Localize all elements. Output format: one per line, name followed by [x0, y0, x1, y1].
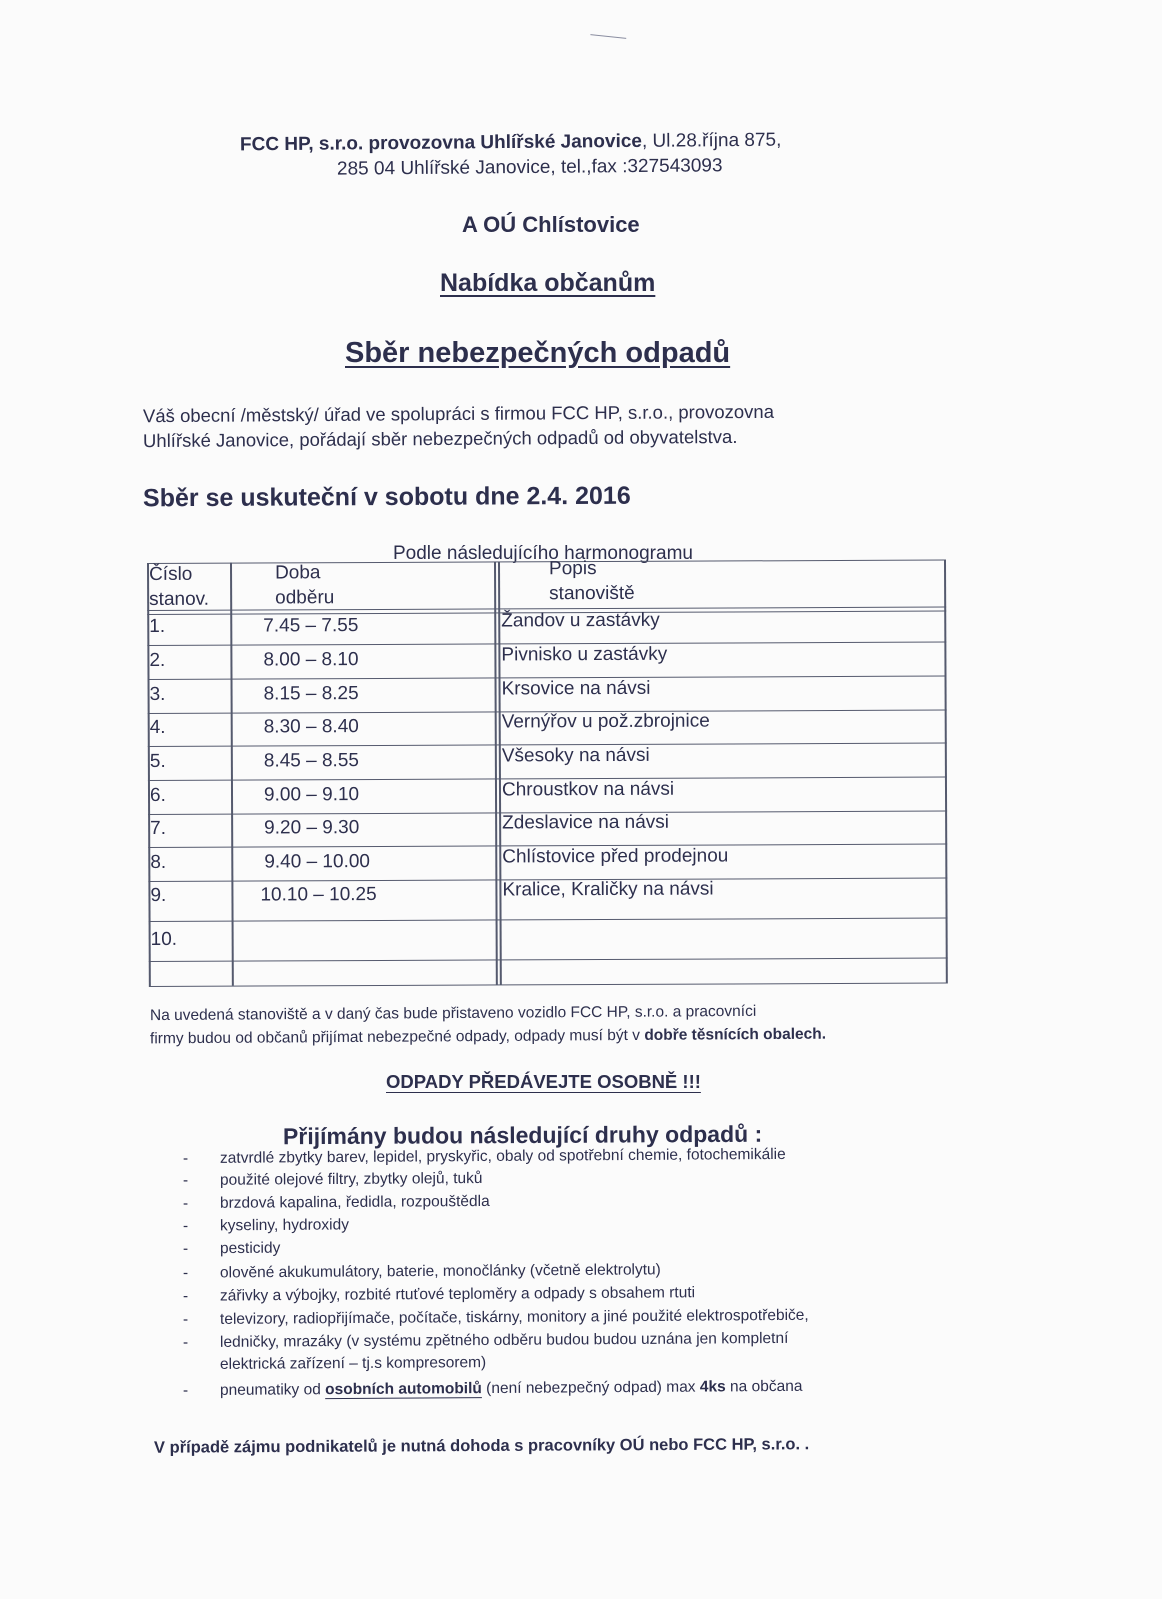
- row-number: 6.: [149, 784, 166, 806]
- header-place: Popis: [548, 558, 597, 580]
- pen-mark: [590, 34, 627, 45]
- row-place: Chlístovice před prodejnou: [502, 845, 729, 868]
- waste-list-item: - olověné akukumulátory, baterie, monočlánky (včetně elektrolytu): [182, 1261, 661, 1282]
- waste-list-item: - televizory, radiopřijímače, počítače, tiskárny, monitory a jiné použité elektrospotřebiče,: [182, 1306, 809, 1329]
- row-time: 8.45 – 8.55: [263, 750, 360, 772]
- waste-list-item: - pesticidy: [182, 1239, 281, 1258]
- row-number: 8.: [150, 851, 167, 873]
- header-line-1: [240, 130, 782, 157]
- row-number: 1.: [149, 615, 166, 637]
- waste-list-item-continuation: elektrická zařízení – tj.s kompresorem): [219, 1354, 487, 1373]
- header-time: odběru: [275, 587, 335, 609]
- row-place: Pivnisko u zastávky: [501, 643, 668, 666]
- waste-list-item: - zářivky a výbojky, rozbité rtuťové teploměry a odpady s obsahem rtuti: [182, 1284, 696, 1305]
- waste-list-item: - použité olejové filtry, zbytky olejů, tuků: [182, 1169, 483, 1190]
- row-place: Všesoky na návsi: [501, 744, 650, 767]
- row-number: 9.: [150, 884, 167, 906]
- table-column-line: [230, 563, 234, 986]
- row-place: Vernýřov u pož.zbrojnice: [501, 710, 710, 733]
- table-row-line: [149, 983, 948, 987]
- table-column-line: [944, 560, 948, 983]
- row-place: Zdeslavice na návsi: [502, 811, 670, 834]
- row-number: 3.: [149, 683, 166, 705]
- waste-list-item: - brzdová kapalina, ředidla, rozpouštědla: [182, 1192, 490, 1213]
- company-address: , Ul.28.října 875,: [641, 129, 782, 152]
- accepted-waste-title: Přijímány budou následující druhy odpadů :: [282, 1120, 763, 1150]
- row-time: 9.40 – 10.00: [264, 851, 371, 873]
- row-time: 7.45 – 7.55: [263, 615, 359, 637]
- company-name: FCC HP, s.r.o. provozovna Uhlířské Janovice: [239, 130, 643, 156]
- waste-list-item: - kyseliny, hydroxidy: [182, 1216, 349, 1235]
- row-number: 7.: [150, 817, 167, 839]
- personal-handover-notice: ODPADY PŘEDÁVEJTE OSOBNĚ !!!: [386, 1071, 701, 1092]
- row-number: 5.: [149, 750, 166, 772]
- row-time: 8.30 – 8.40: [263, 716, 359, 738]
- row-number: 10.: [150, 928, 178, 950]
- intro-line-2: Uhlířské Janovice, pořádají sběr nebezpečných odpadů od obyvatelstva.: [142, 425, 738, 452]
- waste-list-item: - ledničky, mrazáky (v systému zpětného odběru budou budou uznána jen kompletní: [182, 1329, 789, 1352]
- intro-line-1: Váš obecní /městský/ úřad ve spolupráci s firmou FCC HP, s.r.o., provozovna: [142, 400, 775, 427]
- header-number: stanov.: [149, 588, 210, 610]
- row-place: Žandov u zastávky: [501, 609, 660, 632]
- schedule-table: [147, 560, 948, 986]
- notice-line-1: Na uvedená stanoviště a v daný čas bude přistaveno vozidlo FCC HP, s.r.o. a pracovníci: [149, 1002, 757, 1025]
- waste-list-item: - zatvrdlé zbytky barev, lepidel, pryskyřic, obaly od spotřební chemie, fotochemikálie: [182, 1145, 786, 1168]
- row-number: 4.: [149, 716, 166, 738]
- table-row-line: [149, 958, 948, 962]
- row-time: 8.15 – 8.25: [263, 683, 359, 705]
- row-time: 9.20 – 9.30: [264, 817, 360, 839]
- notice-text: firmy budou od občanů přijímat nebezpečné odpady, odpady musí být v: [149, 1026, 645, 1048]
- main-title: Sběr nebezpečných odpadů: [345, 337, 731, 369]
- collection-date: Sběr se uskuteční v sobotu dne 2.4. 2016: [142, 481, 631, 513]
- table-column-line: [494, 561, 498, 984]
- footer-note: V případě zájmu podnikatelů je nutná dohoda s pracovníky OÚ nebo FCC HP, s.r.o. .: [153, 1435, 810, 1457]
- table-row-line: [149, 918, 948, 922]
- row-place: Chroustkov na návsi: [501, 778, 675, 801]
- municipality-name: A OÚ Chlístovice: [462, 212, 640, 237]
- row-time: 8.00 – 8.10: [263, 649, 359, 671]
- header-line-2: 285 04 Uhlířské Janovice, tel.,fax :327543093: [336, 155, 723, 180]
- waste-list-item: - pneumatiky od osobních automobilů (není nebezpečný odpad) max 4ks na občana: [182, 1377, 803, 1400]
- header-time: Doba: [274, 562, 321, 584]
- offer-title: Nabídka občanům: [440, 269, 656, 297]
- header-place: stanoviště: [549, 582, 635, 605]
- notice-emphasis: dobře těsnících obalech.: [644, 1025, 827, 1044]
- schedule-caption: Podle následujícího harmonogramu: [393, 543, 693, 564]
- row-place: Krsovice na návsi: [501, 677, 651, 700]
- header-number: Číslo: [149, 563, 193, 585]
- row-place: Kralice, Kraličky na návsi: [502, 878, 714, 901]
- row-time: 9.00 – 9.10: [263, 784, 360, 806]
- notice-line-2: [150, 1026, 826, 1049]
- row-time: 10.10 – 10.25: [260, 884, 377, 906]
- row-number: 2.: [149, 649, 166, 671]
